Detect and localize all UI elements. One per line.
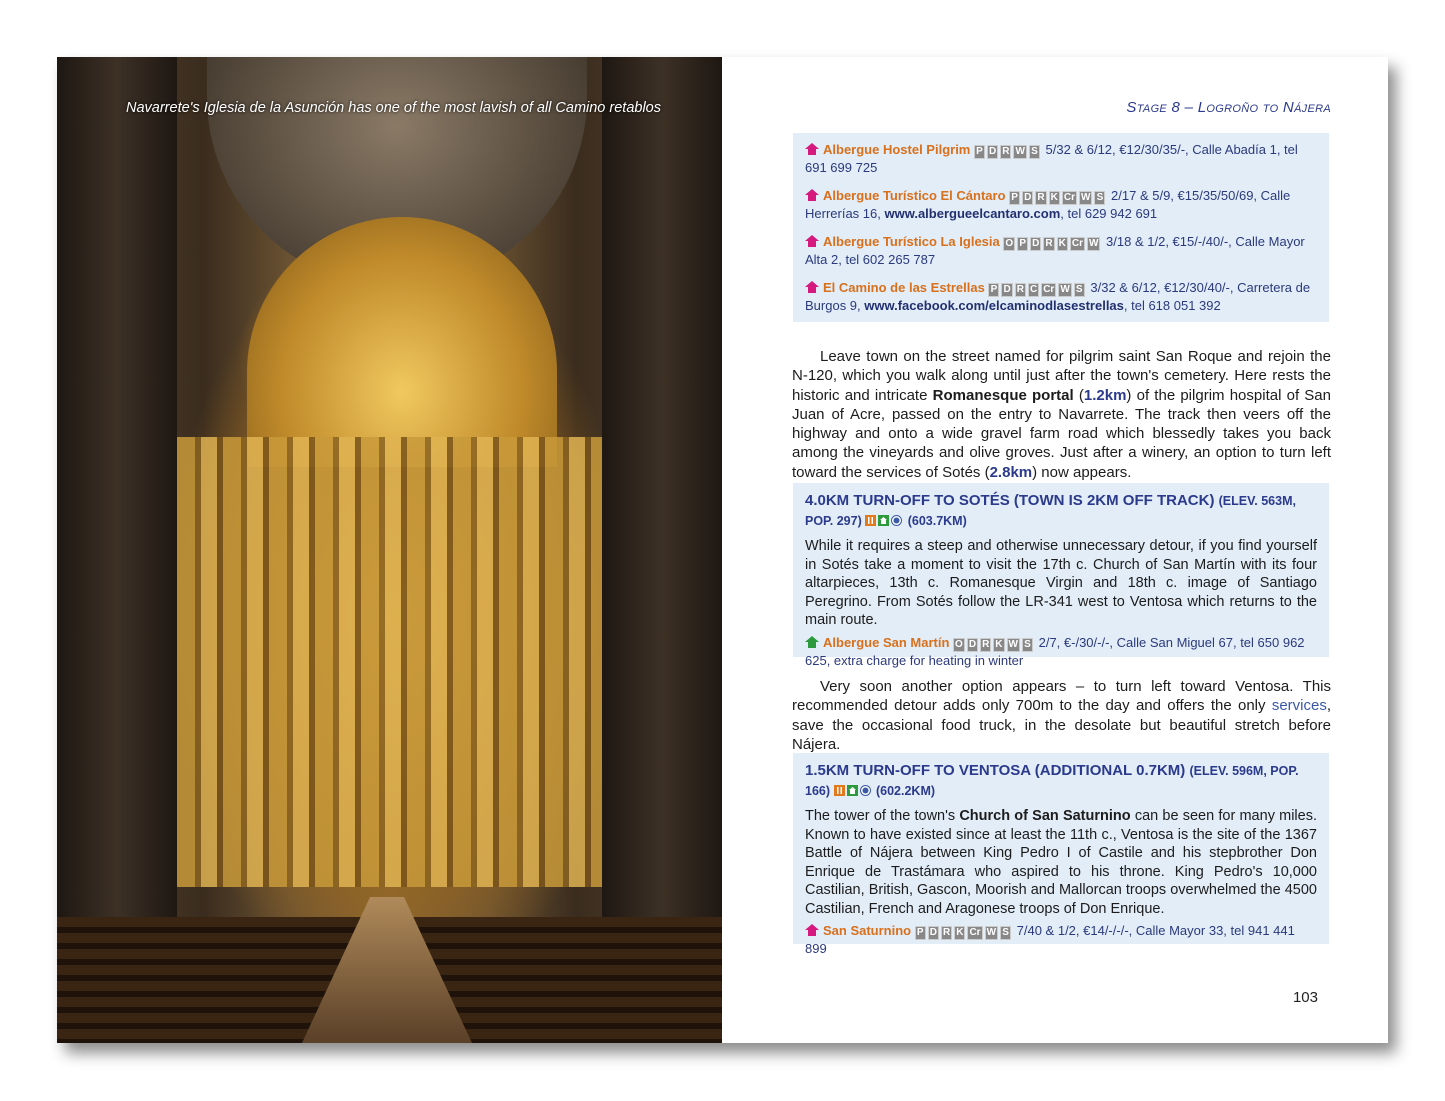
facility-badge-p: P — [1017, 237, 1028, 251]
text-segment: Very soon another option appears – to turn left toward Ventosa. This recommended detour adds only 700m to the day and offers the only — [792, 678, 1331, 715]
accommodation-listing — [805, 279, 1317, 314]
section-text — [805, 537, 1317, 630]
facility-badge-w: W — [986, 927, 997, 938]
section-text — [805, 807, 1317, 918]
facility-badge-w: W — [1080, 192, 1091, 203]
body-paragraph-1 — [792, 347, 1331, 482]
facility-badge-d: D — [929, 927, 937, 938]
distance-marker: 2.8km — [989, 463, 1033, 481]
text-segment: , save the occasional food truck, in the desolate but beautiful stretch before Nájera. — [792, 697, 1331, 753]
right-pillar — [602, 57, 722, 1043]
website-link[interactable]: www.facebook.com/elcaminodlasestrellas — [864, 298, 1124, 313]
accommodation-name: Albergue San Martín — [823, 634, 950, 650]
facility-badge-r: R — [1002, 146, 1010, 157]
pink-house-icon — [805, 234, 819, 246]
text-segment: While it requires a steep and otherwise unnecessary detour, if you find yourself in Sotés take a moment to visit the 17th c. Church of San Martín with its four altarpieces, 13th c. Romanesque Virgin and 18th c. image of Santiago Peregrino. From Sotés follow the LR-341 west to Ventosa which returns to the main route. — [805, 538, 1317, 628]
accommodation-listing — [805, 141, 1317, 176]
facility-badge-s: S — [1022, 638, 1033, 652]
accommodation-name: San Saturnino — [823, 923, 912, 938]
pink-house-icon — [805, 280, 819, 292]
facility-badge-c: C — [1029, 284, 1038, 295]
right-page — [722, 57, 1388, 1043]
atm-icon — [860, 782, 871, 793]
section-heading — [805, 761, 1317, 801]
text-segment: 5/32 & 6/12, €12/30/35/-, Calle Abadía 1, tel 691 699 725 — [805, 142, 1298, 175]
accommodation-name: El Camino de las Estrellas — [823, 280, 985, 295]
restaurant-icon — [865, 512, 876, 523]
text-segment: 3/32 & 6/12, €12/30/40/-, Carretera de Burgos 9, — [805, 280, 1311, 313]
golden-altarpiece — [177, 437, 637, 887]
running-head: Stage 8 – Logroño to Nájera — [1126, 99, 1331, 116]
facility-badge-d: D — [968, 638, 977, 650]
facility-badge-r: R — [1045, 238, 1053, 249]
text-segment: ) of the pilgrim hospital of San Juan of Acre, passed on the entry to Navarrete. The track then veers off the highway and onto a wide gravel farm road which blessedly takes you back among the vineyards and olive groves. Just after a winery, an option to turn left toward the services of Sotés ( — [792, 386, 1331, 481]
shop-icon — [847, 782, 858, 793]
facility-badge-d: D — [989, 146, 997, 157]
pink-house-icon — [805, 188, 819, 200]
facility-badge-w: W — [1060, 284, 1070, 295]
restaurant-icon — [834, 782, 845, 793]
facility-badge-r: R — [1016, 284, 1024, 295]
facility-badge-cr: Cr — [969, 927, 981, 938]
accommodation-box — [793, 133, 1329, 322]
accommodation-listing — [805, 233, 1317, 268]
facility-badge-w: W — [1008, 638, 1018, 650]
shop-icon — [878, 512, 889, 523]
facility-badge-w: W — [1015, 146, 1025, 157]
facility-badge-r: R — [1037, 192, 1045, 203]
sotes-box — [793, 483, 1329, 668]
section-distance: (603.7KM) — [904, 514, 967, 528]
facility-badge-p: P — [1009, 191, 1020, 205]
bold-term: Church of San Saturnino — [959, 808, 1131, 824]
facility-badge-s: S — [1074, 283, 1085, 297]
facility-badge-s: S — [1094, 191, 1105, 205]
section-meta: (ELEV. 596M, POP. 166) — [805, 764, 1299, 798]
facility-badge-d: D — [1032, 238, 1040, 249]
text-segment: The tower of the town's — [805, 808, 960, 824]
section-distance: (602.2KM) — [872, 784, 936, 798]
section-title: 4.0KM TURN-OFF TO SOTÉS (TOWN IS 2KM OFF TRACK) — [805, 492, 1219, 509]
facility-badge-p: P — [974, 145, 985, 159]
ventosa-box — [793, 753, 1329, 956]
text-segment: , tel 629 942 691 — [1060, 206, 1158, 221]
website-link[interactable]: www.albergueelcantaro.com — [884, 206, 1061, 221]
facility-badge-k: K — [1058, 238, 1066, 249]
green-house-icon — [805, 635, 819, 647]
atm-icon — [891, 512, 902, 523]
pink-house-icon — [805, 142, 819, 154]
facility-badge-cr: Cr — [1071, 238, 1083, 249]
text-segment: can be seen for many miles. Known to have existed since at least the 11th c., Ventosa is the site of the 1367 Battle of Nájera between King Pedro I of Castile and his stepbrother Don Enrique de Trastámara who aspired to his throne. King Pedro's 10,000 Castilian, British, Gascon, Moorish and Mallorcan troops overwhelmed the 4500 Castilian, French and Aragonese troops of Don Enrique. — [805, 808, 1317, 917]
accommodation-listing — [805, 634, 1317, 669]
text-segment: ) now appears. — [1032, 463, 1132, 481]
facility-badge-o: O — [955, 638, 963, 650]
accommodation-listing — [805, 187, 1317, 222]
body-paragraph-2 — [792, 677, 1331, 754]
accommodation-name: Albergue Turístico La Iglesia — [823, 234, 1000, 249]
facility-badge-k: K — [956, 927, 964, 938]
text-segment: 7/40 & 1/2, €14/-/-/-, Calle Mayor 33, tel 941 441 899 — [805, 923, 1295, 956]
section-meta: (ELEV. 563M, POP. 297) — [805, 494, 1296, 528]
facility-badge-r: R — [942, 927, 951, 938]
services-link[interactable]: services — [1271, 697, 1327, 715]
facility-badge-s: S — [1029, 145, 1040, 159]
facility-badge-cr: Cr — [1063, 192, 1075, 203]
section-heading — [805, 491, 1317, 531]
facility-badge-k: K — [1050, 192, 1058, 203]
facility-badge-w: W — [1088, 238, 1099, 249]
text-segment: ( — [1073, 386, 1084, 404]
text-segment: 3/18 & 1/2, €15/-/40/-, Calle Mayor Alta 2, tel 602 265 787 — [805, 234, 1305, 267]
text-segment: Leave town on the street named for pilgrim saint San Roque and rejoin the N-120, which you walk along until just after the town's cemetery. Here rests the historic and intricate — [792, 348, 1331, 404]
photo-caption: Navarrete's Iglesia de la Asunción has one of the most lavish of all Camino retablos — [126, 100, 661, 116]
section-title: 1.5KM TURN-OFF TO VENTOSA (ADDITIONAL 0.7KM) — [805, 762, 1190, 779]
facility-badge-cr: Cr — [1043, 284, 1055, 295]
facility-badge-k: K — [995, 638, 1003, 650]
pink-house-icon — [805, 923, 819, 935]
facility-badge-r: R — [982, 638, 990, 650]
bold-term: Romanesque portal — [932, 386, 1074, 404]
left-pillar — [57, 57, 177, 1043]
accommodation-name: Albergue Hostel Pilgrim — [823, 142, 971, 157]
church-retablo-photo — [57, 57, 722, 1043]
facility-badge-d: D — [1003, 284, 1011, 295]
facility-badge-s: S — [1000, 926, 1011, 940]
accommodation-name: Albergue Turístico El Cántaro — [823, 188, 1006, 203]
text-segment: 2/17 & 5/9, €15/35/50/69, Calle Herrerías 16, — [805, 188, 1291, 221]
book-spread — [57, 57, 1388, 1043]
facility-badge-d: D — [1024, 192, 1032, 203]
page-number: 103 — [1292, 989, 1318, 1006]
accommodation-listing — [805, 922, 1317, 957]
facility-badge-p: P — [988, 283, 999, 297]
facility-badge-p: P — [915, 926, 926, 940]
text-segment: , tel 618 051 392 — [1123, 298, 1221, 313]
text-segment: 2/7, €-/30/-/-, Calle San Miguel 67, tel 650 962 625, extra charge for heating in winter — [805, 634, 1305, 668]
distance-marker: 1.2km — [1083, 386, 1127, 404]
facility-badge-o: O — [1005, 238, 1014, 249]
